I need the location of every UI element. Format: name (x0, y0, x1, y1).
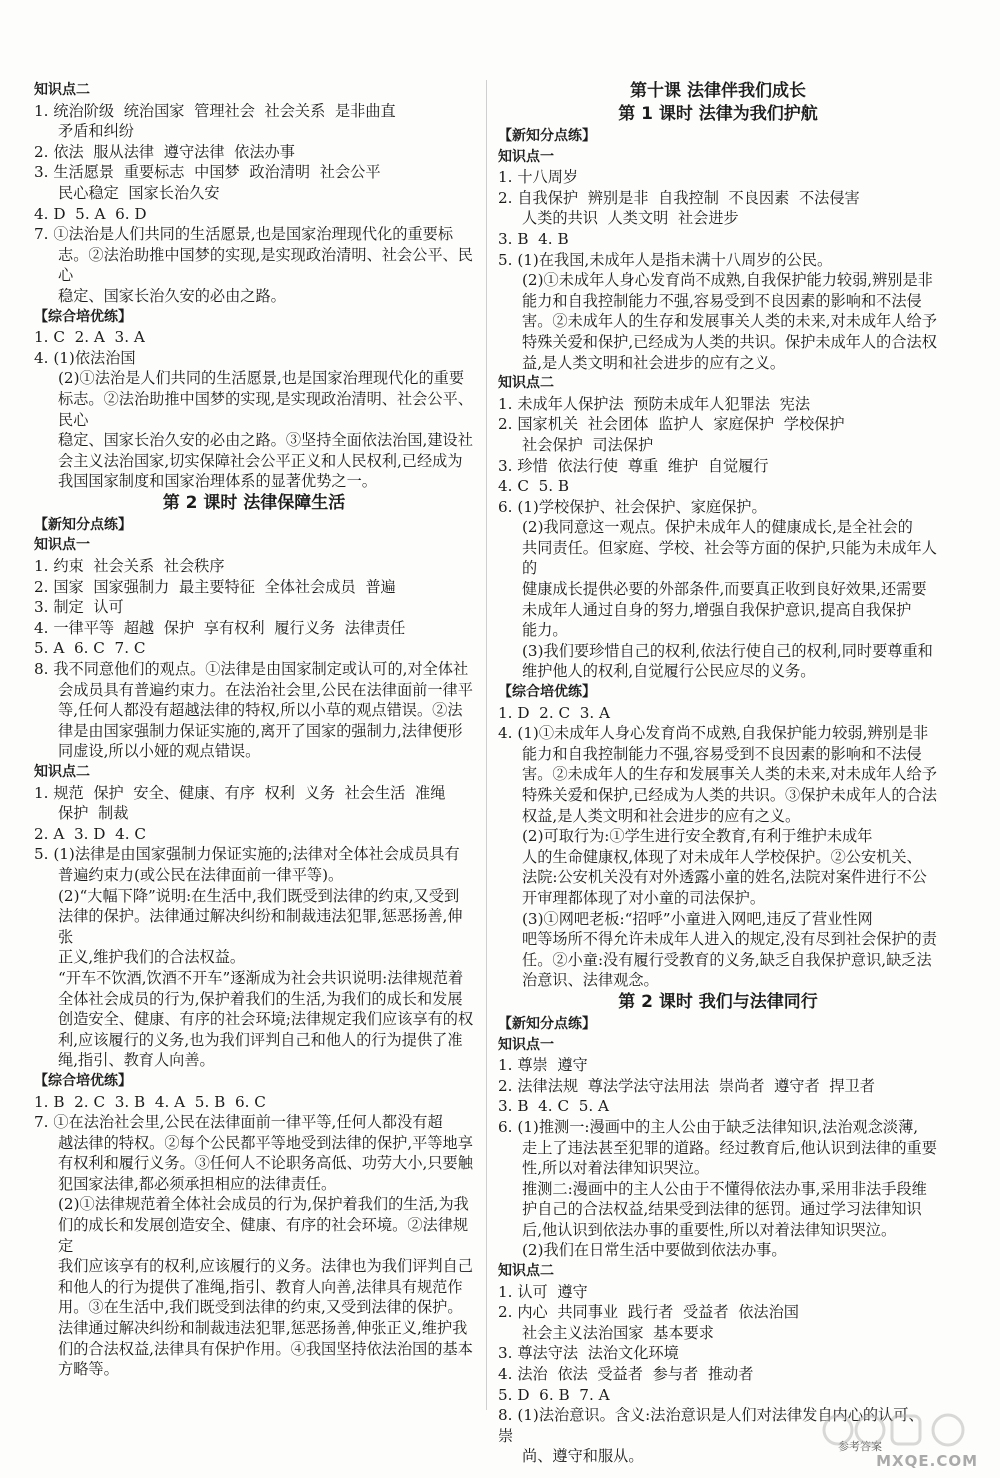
answer-line: 普遍约束力(或公民在法律面前一律平等)。 (58, 865, 344, 884)
answer-item: 1. 规范 保护 安全、健康、有序 权利 义务 社会生活 准绳 (34, 783, 446, 802)
answer-line: (2)我们在日常生活中要做到依法办事。 (522, 1241, 787, 1260)
answer-item: 5. A 6. C 7. C (34, 639, 146, 658)
watermark-text: MXQE.COM (876, 1452, 978, 1470)
section-heading: 【综合培优练】 (34, 1072, 132, 1089)
answer-item: 2. 国家机关 社会团体 监护人 家庭保护 学校保护 (498, 415, 845, 434)
answer-line: 我国国家制度和国家治理体系的显著优势之一。 (58, 472, 377, 491)
answer-item: 2. 依法 服从法律 遵守法律 依法办事 (34, 142, 295, 161)
answer-line: (3)①网吧老板:“招呼”小童进入网吧,违反了营业性网 (522, 909, 873, 928)
answer-line: 能力和自我控制能力不强,容易受到不良因素的影响和不法侵 (522, 291, 922, 310)
answer-item: 7. ①在法治社会里,公民在法律面前一律平等,任何人都没有超 (34, 1113, 443, 1132)
answer-line: 们的合法权益,法律具有保护作用。④我国坚持依法治国的基本 (58, 1339, 473, 1358)
answer-item: 4. 法治 依法 受益者 参与者 推动者 (498, 1365, 754, 1384)
answer-line: “开车不饮酒,饮酒不开车”逐渐成为社会共识说明:法律规范着 (58, 968, 464, 987)
answer-line: 特殊关爱和保护,已经成为人类的共识。③保护未成年人的合法 (522, 786, 937, 804)
answer-line: (3)我们要珍惜自己的权利,依法行使自己的权利,同时要尊重和 (522, 641, 933, 660)
lesson-title: 第 2 课时 我们与法律同行 (618, 991, 818, 1012)
answer-line: (2)①未成年人身心发育尚不成熟,自我保护能力较弱,辨别是非 (522, 271, 933, 290)
answer-line: 民心稳定 国家长治久安 (58, 183, 220, 202)
answer-item: 8. 我不同意他们的观点。①法律是由国家制定或认可的,对全体社 (34, 660, 469, 679)
section-heading: 【综合培优练】 (34, 308, 132, 325)
answer-line: 会成员具有普遍约束力。在法治社会里,公民在法律面前一律平 (58, 680, 473, 699)
right-column (498, 80, 938, 1467)
answer-line: 人类的共识 人类文明 社会进步 (522, 209, 739, 228)
answer-line: 保护 制裁 (58, 804, 129, 823)
answer-line: 共同责任。但家庭、学校、社会等方面的保护,只能为未成年人的 (522, 538, 937, 578)
knowledge-point-heading: 知识点二 (498, 1263, 554, 1280)
section-heading: 【综合培优练】 (498, 684, 596, 701)
knowledge-point-heading: 知识点二 (34, 764, 90, 780)
answer-line: 等,任何人都没有超越法律的特权,所以小草的观点错误。②法 (58, 701, 463, 720)
answer-line: 标志。②法治助推中国梦的实现,是实现政治清明、社会公平、民心 (58, 389, 473, 429)
answer-line: 全体社会成员的行为,保护着我们的生活,为我们的成长和发展 (58, 989, 463, 1008)
answer-line: 性,所以对着法律知识哭泣。 (522, 1159, 710, 1178)
answer-item: 1. 约束 社会关系 社会秩序 (34, 557, 225, 576)
answer-item: 5. D 6. B 7. A (498, 1385, 610, 1404)
answer-item: 1. 尊崇 遵守 (498, 1056, 588, 1075)
answer-item: 1. 未成年人保护法 预防未成年人犯罪法 宪法 (498, 394, 811, 413)
section-heading: 【新知分点练】 (498, 128, 596, 144)
answer-line: 社会保护 司法保护 (522, 435, 654, 454)
answer-line: 法院:公安机关没有对外透露小童的姓名,法院对案件进行不公 (522, 868, 927, 887)
answer-line: 权益,是人类文明和社会进步的应有之义。 (522, 806, 801, 825)
answer-line: 利,应该履行的义务,也为我们评判自己和他人的行为提供了准 (58, 1030, 463, 1049)
answer-item: 2. 内心 共同事业 践行者 受益者 依法治国 (498, 1303, 799, 1322)
answer-line: 绳,指引、教育人向善。 (58, 1051, 215, 1070)
answer-line: 创造安全、健康、有序的社会环境;法律规定我们应该享有的权 (58, 1010, 474, 1029)
answer-line: 推测二:漫画中的主人公由于不懂得依法办事,采用非法手段维 (522, 1179, 927, 1198)
answer-item: 6. (1)推测一:漫画中的主人公由于缺乏法律知识,法治观念淡薄, (498, 1117, 919, 1136)
answer-line: 护自己的合法权益,结果受到法律的惩罚。通过学习法律知识 (522, 1200, 922, 1219)
answer-line: 未成年人通过自身的努力,增强自我保护意识,提高自我保护 (522, 600, 912, 619)
answer-item: 3. 尊法守法 法治文化环境 (498, 1344, 679, 1363)
answer-line: 正义,维护我们的合法权益。 (58, 948, 246, 967)
answer-line: 特殊关爱和保护,已经成为人类的共识。保护未成年人的合法权 (522, 332, 937, 351)
answer-item: 4. (1)①未成年人身心发育尚不成熟,自我保护能力较弱,辨别是非 (498, 724, 929, 743)
answer-line: 们的成长和发展创造安全、健康、有序的社会环境。②法律规定 (58, 1216, 469, 1255)
answer-line: 稳定、国家长治久安的必由之路。 (58, 286, 286, 305)
knowledge-point-heading: 知识点一 (34, 537, 90, 554)
answer-line: 后,他认识到依法办事的重要性,所以对着法律知识哭泣。 (522, 1220, 897, 1239)
column-divider (486, 80, 487, 1410)
lesson-title: 第 1 课时 法律为我们护航 (618, 104, 818, 124)
answer-line: 任。②小童:没有履行受教育的义务,缺乏自我保护意识,缺乏法 (522, 950, 932, 969)
answer-item: 8. (1)法治意识。含义:法治意识是人们对法律发自内心的认可、崇 (498, 1406, 924, 1445)
answer-line: 害。②未成年人的生存和发展事关人类的未来,对未成年人给予 (522, 312, 937, 331)
answer-line: 律是由国家强制力保证实施的,离开了国家的强制力,法律便形 (58, 721, 463, 740)
lesson-title: 第 2 课时 法律保障生活 (162, 492, 346, 513)
answer-item: 3. B 4. C 5. A (498, 1097, 610, 1116)
left-column (34, 80, 474, 1380)
answer-item: 1. D 2. C 3. A (498, 703, 611, 722)
answer-line: 开审理都体现了对小童的司法保护。 (522, 888, 765, 907)
answer-item: 4. 一律平等 超越 保护 享有权利 履行义务 法律责任 (34, 618, 406, 637)
answer-line: 害。②未成年人的生存和发展事关人类的未来,对未成年人给予 (522, 765, 937, 784)
answer-line: 会主义法治国家,切实保障社会公平正义和人民权利,已经成为 (58, 451, 463, 470)
answer-line: 同虚设,所以小娅的观点错误。 (58, 742, 261, 761)
answer-line: (2)我同意这一观点。保护未成年人的健康成长,是全社会的 (522, 518, 913, 537)
answer-line: 有权利和履行义务。③任何人不论职务高低、功劳大小,只要触 (58, 1154, 473, 1173)
knowledge-point-heading: 知识点一 (498, 148, 554, 165)
answer-line: 法律通过解决纠纷和制裁违法犯罪,惩恶扬善,伸张正义,维护我 (58, 1319, 468, 1338)
answer-line: 人的生命健康权,体现了对未成年人学校保护。②公安机关、 (522, 847, 922, 866)
answer-line: 志。②法治助推中国梦的实现,是实现政治清明、社会公平、民心 (58, 245, 473, 285)
answer-item: 4. (1)依法治国 (34, 348, 136, 367)
answer-line: 益,是人类文明和社会进步的应有之义。 (522, 353, 786, 372)
answer-line: 矛盾和纠纷 (58, 122, 134, 141)
answer-item: 7. ①法治是人们共同的生活愿景,也是国家治理现代化的重要标 (34, 225, 454, 244)
answer-line: 吧等场所不得允许未成年人进入的规定,没有尽到社会保护的责 (522, 930, 937, 949)
answer-item: 3. 生活愿景 重要标志 中国梦 政治清明 社会公平 (34, 163, 381, 182)
section-heading: 【新知分点练】 (498, 1015, 596, 1032)
answer-item: 5. (1)法律是由国家强制力保证实施的;法律对全体社会成员具有 (34, 845, 460, 864)
answer-line: (2)“大幅下降”说明:在生活中,我们既受到法律的约束,又受到 (58, 886, 460, 905)
answer-line: 尚、遵守和服从。 (522, 1447, 644, 1466)
answer-line: 健康成长提供必要的外部条件,而要真正收到良好效果,还需要 (522, 580, 927, 599)
knowledge-point-heading: 知识点二 (498, 375, 554, 392)
answer-line: 能力。 (522, 621, 568, 640)
answer-line: 能力和自我控制能力不强,容易受到不良因素的影响和不法侵 (522, 744, 922, 763)
answer-item: 1. 认可 遵守 (498, 1282, 588, 1301)
answer-item: 4. D 5. A 6. D (34, 204, 147, 223)
knowledge-point-heading: 知识点一 (498, 1036, 554, 1053)
answer-item: 3. 珍惜 依法行使 尊重 维护 自觉履行 (498, 456, 769, 475)
section-heading: 【新知分点练】 (34, 516, 132, 533)
lesson-title: 第十课 法律伴我们成长 (630, 81, 806, 101)
answer-line: 越法律的特权。②每个公民都平等地受到法律的保护,平等地享 (58, 1133, 473, 1152)
answer-line: 和他人的行为提供了准绳,指引、教育人向善,法律具有规范作 (58, 1277, 463, 1296)
answer-line: 社会主义法治国家 基本要求 (522, 1323, 714, 1342)
answer-item: 2. 法律法规 尊法学法守法用法 崇尚者 遵守者 捍卫者 (498, 1076, 875, 1095)
answer-line: (2)①法律规范着全体社会成员的行为,保护着我们的生活,为我 (58, 1195, 469, 1214)
answer-item: 4. C 5. B (498, 477, 570, 496)
answer-item: 2. 国家 国家强制力 最主要特征 全体社会成员 普遍 (34, 577, 396, 596)
answer-item: 6. (1)学校保护、社会保护、家庭保护。 (498, 497, 767, 516)
answer-line: 我们应该享有的权利,应该履行的义务。法律也为我们评判自己 (58, 1257, 473, 1276)
answer-item: 1. C 2. A 3. A (34, 328, 145, 347)
answer-item: 1. B 2. C 3. B 4. A 5. B 6. C (34, 1092, 266, 1111)
answer-line: 维护他人的权利,自觉履行公民应尽的义务。 (522, 662, 816, 681)
answer-line: 法律的保护。法律通过解决纠纷和制裁违法犯罪,惩恶扬善,伸张 (58, 907, 463, 946)
answer-line: 犯国家法律,都必须承担相应的法律责任。 (58, 1174, 337, 1193)
answer-line: 方略等。 (58, 1360, 119, 1379)
answer-item: 5. (1)在我国,未成年人是指未满十八周岁的公民。 (498, 250, 833, 269)
answer-line: 治意识、法律观念。 (522, 971, 659, 990)
page-footer: 参考答案 (838, 1440, 882, 1453)
answer-item: 1. 统治阶级 统治国家 管理社会 社会关系 是非曲直 (34, 101, 396, 120)
answer-item: 2. A 3. D 4. C (34, 824, 147, 843)
answer-item: 3. B 4. B (498, 229, 569, 248)
answer-item: 2. 自我保护 辨别是非 自我控制 不良因素 不法侵害 (498, 188, 860, 207)
answer-item: 1. 十八周岁 (498, 168, 579, 187)
answer-item: 3. 制定 认可 (34, 598, 124, 617)
answer-line: 稳定、国家长治久安的必由之路。③坚持全面依法治国,建设社 (58, 431, 473, 450)
answer-line: (2)①法治是人们共同的生活愿景,也是国家治理现代化的重要 (58, 369, 465, 388)
answer-line: 用。③在生活中,我们既受到法律的约束,又受到法律的保护。 (58, 1298, 463, 1317)
answer-line: 走上了违法甚至犯罪的道路。经过教育后,他认识到法律的重要 (522, 1138, 937, 1157)
answer-line: (2)可取行为:①学生进行安全教育,有利于维护未成年 (522, 827, 873, 846)
knowledge-point-heading: 知识点二 (34, 82, 90, 98)
